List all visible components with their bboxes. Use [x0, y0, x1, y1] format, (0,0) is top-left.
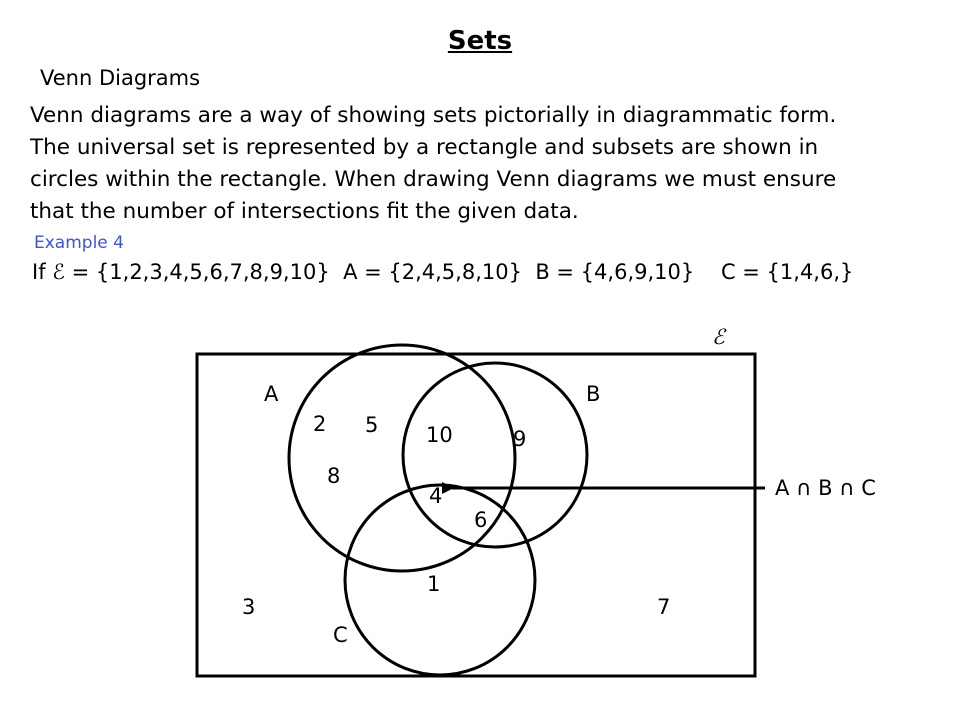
region-value-a-b-c: 4 — [429, 484, 443, 508]
page-title: Sets — [447, 26, 513, 56]
region-value-a-only: 2 — [313, 412, 327, 436]
region-value-outside: 3 — [242, 595, 256, 619]
region-value-a-and-b: 10 — [426, 423, 453, 447]
circle-b-label: B — [586, 382, 601, 406]
set-a-definition: A = {2,4,5,8,10} — [343, 260, 522, 284]
pointer-label: A ∩ B ∩ C — [775, 476, 876, 500]
circle-a-label: A — [264, 382, 279, 406]
region-value-a-only: 8 — [327, 464, 341, 488]
example-label: Example 4 — [34, 233, 124, 253]
set-c-definition: C = {1,4,6,} — [720, 260, 854, 284]
intro-line: circles within the rectangle. When drawing Venn diagrams we must ensure — [30, 167, 837, 192]
circle-c-label: C — [333, 623, 348, 647]
circle-b — [403, 363, 587, 547]
universal-set-definition: If ℰ = {1,2,3,4,5,6,7,8,9,10} — [32, 260, 330, 284]
region-value-outside: 7 — [657, 595, 671, 619]
intro-line: that the number of intersections fit the given data. — [30, 199, 579, 224]
set-b-definition: B = {4,6,9,10} — [535, 260, 695, 284]
universal-set-symbol: ℰ — [712, 325, 725, 349]
region-value-a-only: 5 — [365, 413, 379, 437]
intro-line: The universal set is represented by a rectangle and subsets are shown in — [30, 135, 819, 160]
section-subtitle: Venn Diagrams — [40, 66, 201, 90]
region-value-b-only: 9 — [513, 427, 527, 451]
region-value-c-only: 1 — [427, 572, 441, 596]
intro-line: Venn diagrams are a way of showing sets pictorially in diagrammatic form. — [30, 103, 837, 128]
region-value-b-and-c: 6 — [474, 508, 488, 532]
